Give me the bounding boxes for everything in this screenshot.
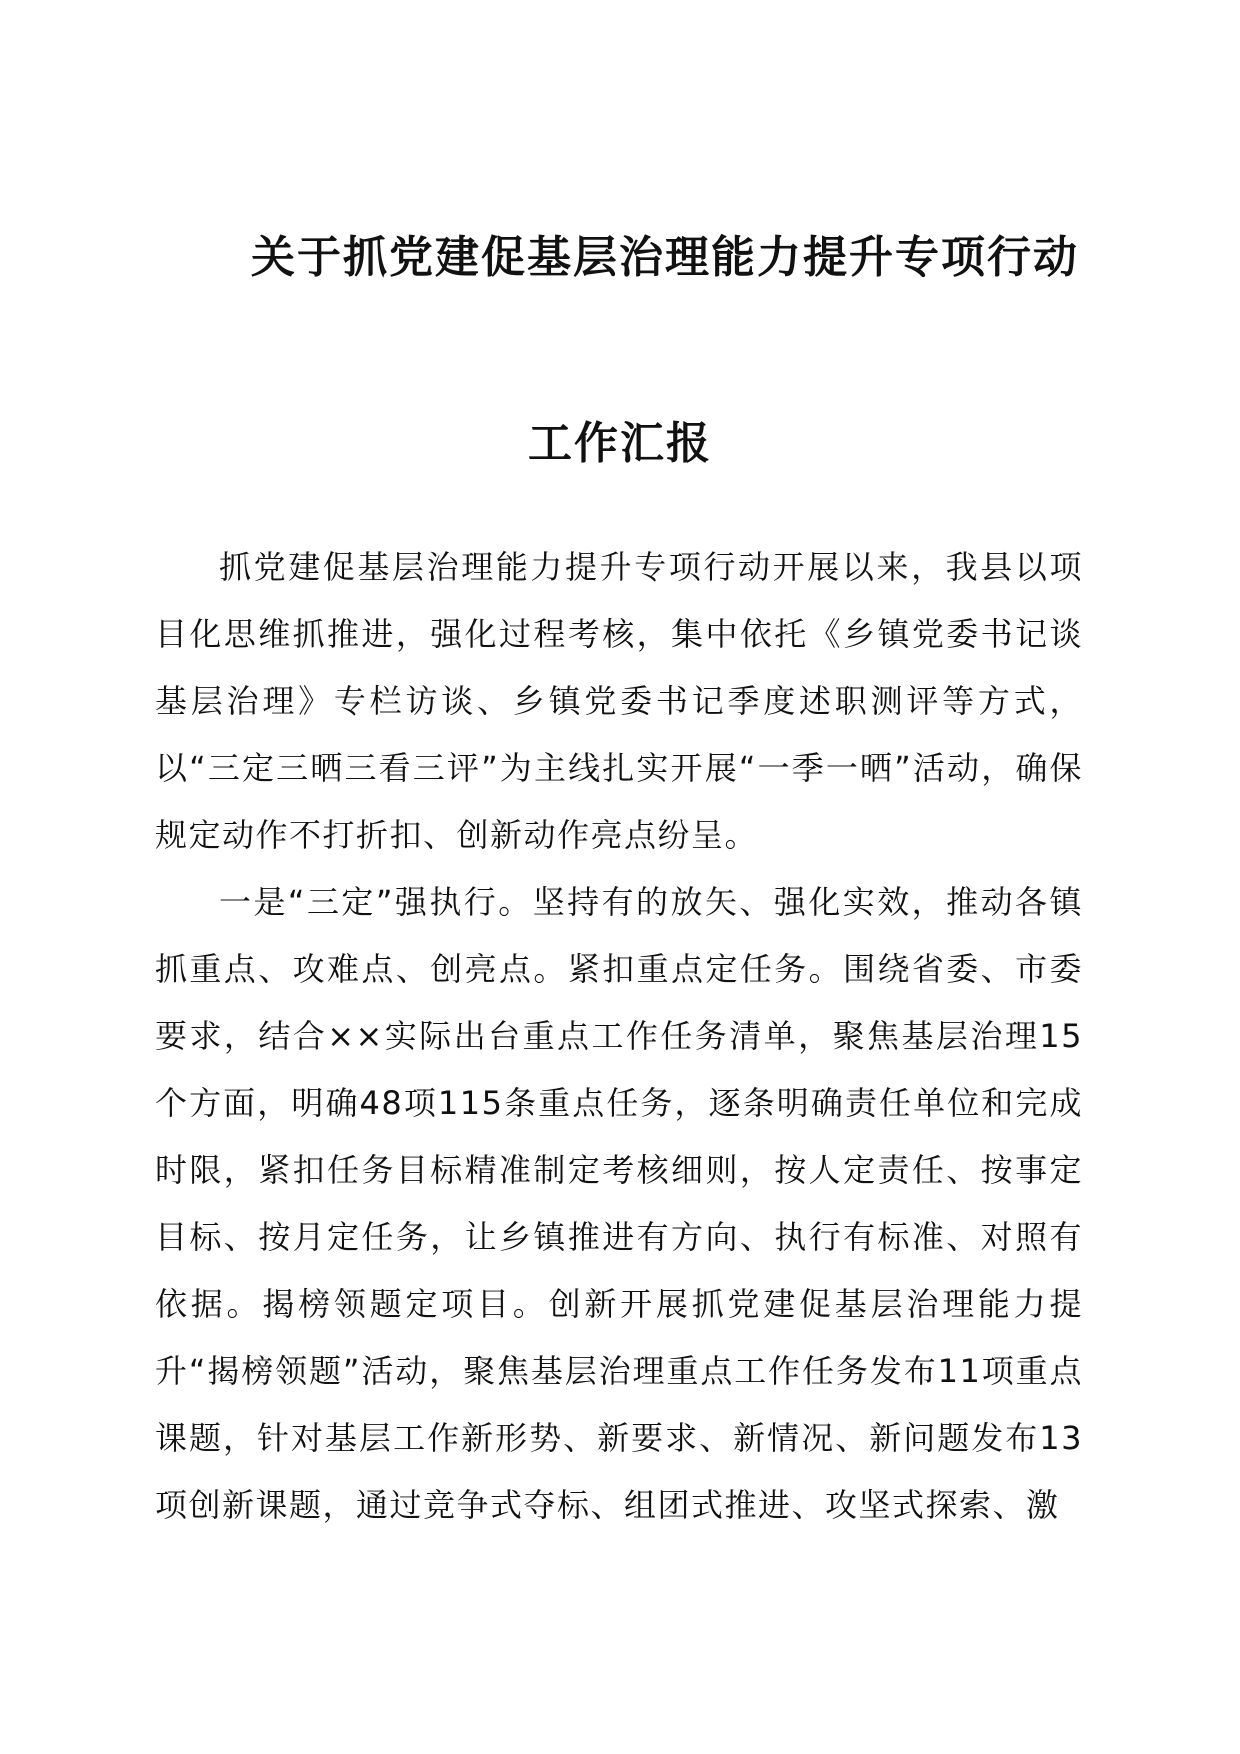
- document-title-line-2: 工作汇报: [528, 418, 712, 470]
- document-body: [155, 534, 1083, 1539]
- body-paragraph-intro: 抓党建促基层治理能力提升专项行动开展以来，我县以项目化思维抓推进，强化过程考核，集中依托《乡镇党委书记谈基层治理》专栏访谈、乡镇党委书记季度述职测评等方式，以“三定三晒三看三评”为主线扎实开展“一季一晒”活动，确保规定动作不打折扣、创新动作亮点纷呈。: [155, 548, 1083, 854]
- body-paragraph-section-1: 一是“三定”强执行。坚持有的放矢、强化实效，推动各镇抓重点、攻难点、创亮点。紧扣重点定任务。围绕省委、市委要求，结合××实际出台重点工作任务清单，聚焦基层治理15个方面，明确48项115条重点任务，逐条明确责任单位和完成时限，紧扣任务目标精准制定考核细则，按人定责任、按事定目标、按月定任务，让乡镇推进有方向、执行有标准、对照有依据。揭榜领题定项目。创新开展抓党建促基层治理能力提升“揭榜领题”活动，聚焦基层治理重点工作任务发布11项重点课题，针对基层工作新形势、新要求、新情况、新问题发布13项创新课题，通过竞争式夺标、组团式推进、攻坚式探索、激: [155, 883, 1083, 1524]
- document-title-line-1: 关于抓党建促基层治理能力提升专项行动: [251, 232, 1079, 284]
